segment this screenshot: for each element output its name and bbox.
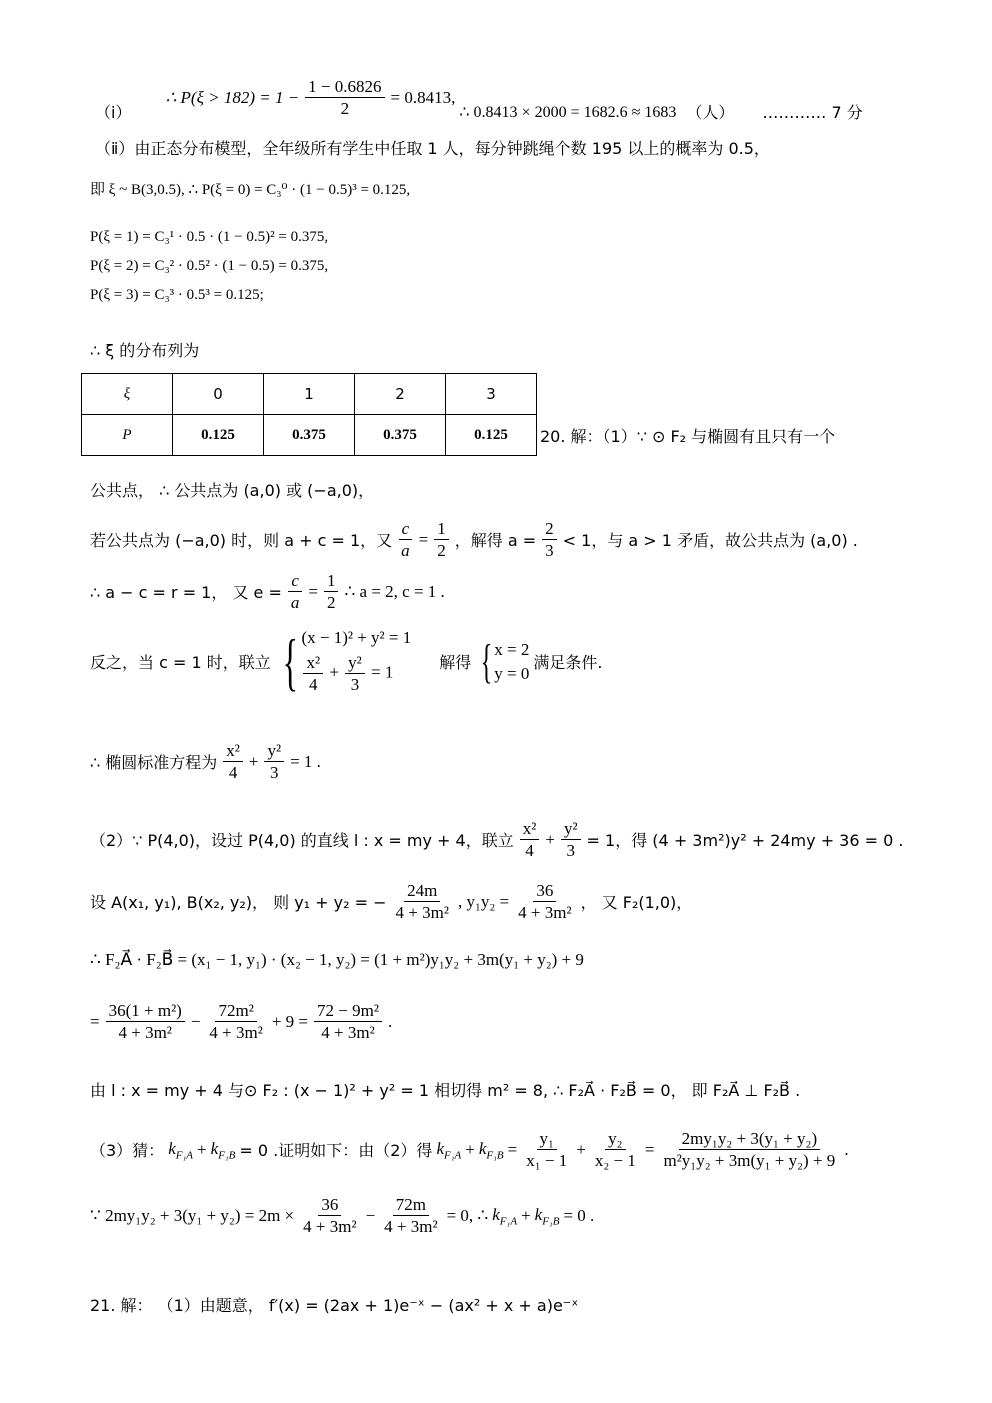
text: （2）∵ P(4,0)，设过 P(4,0) 的直线 l : x = my + 4，联立 xyxy=(90,831,514,851)
formula: = 0.8413, xyxy=(390,87,456,107)
fraction: $\frac{c}{a}$ xyxy=(288,570,303,614)
fraction: $\frac{1}{2}$ xyxy=(434,518,449,562)
text: ∴ 椭圆标准方程为 xyxy=(90,753,218,773)
converse-line xyxy=(90,625,603,697)
table-cell: 1 xyxy=(264,374,355,415)
table-row xyxy=(82,415,537,456)
q19-i-line xyxy=(95,72,863,123)
q21-line: 21. 解： （1）由题意， f′(x) = (2ax + 1)e⁻ˣ − (ax² + x + a)e⁻ˣ xyxy=(90,1296,579,1315)
text: 若公共点为 (−a,0) 时，则 a + c = 1，又 xyxy=(90,531,393,551)
common-point-line: 公共点， ∴ 公共点为 (a,0) 或 (−a,0)， xyxy=(90,481,375,500)
dot-product-line: ∴ F₂A⃗ · F₂B⃗ = (x₁ − 1, y₁) · (x₂ − 1, y₂) = (1 + m²)y₁y₂ + 3m(y₁ + y₂) + 9 xyxy=(90,950,584,969)
fraction: $\frac{1 - 0.6826}{2}$ xyxy=(305,76,384,120)
equation: (x − 1)² + y² = 1 xyxy=(301,628,412,647)
table-cell: 2 xyxy=(355,374,446,415)
fraction: $\frac{1}{2}$ xyxy=(324,570,339,614)
case-line xyxy=(90,518,858,562)
table-cell: 0.375 xyxy=(264,415,355,456)
distribution-table xyxy=(81,373,537,456)
dist-intro: ∴ ξ 的分布列为 xyxy=(90,341,200,360)
fraction: $\frac{c}{a}$ xyxy=(398,518,413,562)
label-i: （ⅰ） xyxy=(95,103,132,122)
tangent-line: 由 l : x = my + 4 与⊙ F₂ : (x − 1)² + y² = 1 相切得 m² = 8, ∴ F₂A⃗ · F₂B⃗ = 0， 即 F₂A⃗ ⊥ F₂B⃗ . xyxy=(90,1081,801,1100)
p2-line: P(ξ = 2) = C₃² · 0.5² · (1 − 0.5) = 0.375, xyxy=(90,258,329,274)
part2-line: （2）∵ P(4,0)，设过 P(4,0) 的直线 l : x = my + 4，联立 $\frac{\text{x²}}{4}$ + $\frac{\text{y²}}{3}$ = 1，得 (4 + 3m²)y² + 24my + 36 = 0 . xyxy=(90,819,904,861)
text: 满足条件. xyxy=(533,653,603,673)
text: < 1，与 a > 1 矛盾，故公共点为 (a,0) . xyxy=(562,531,858,551)
final-line: ∵ 2my₁y₂ + 3(y₁ + y₂) = 2m × $\frac{36}{\text{4 + 3m²}}$ − $\frac{72m}{\text{4 + 3m²}}$ = 0, ∴ $k_{F_1A}$ + $k_{F_1B}$ = 0 . xyxy=(90,1195,595,1237)
q20-start: 20. 解：（1）∵ ⊙ F₂ 与椭圆有且只有一个 xyxy=(540,427,836,446)
text: = xyxy=(308,581,318,601)
r-line xyxy=(90,570,445,614)
p3-line: P(ξ = 3) = C₃³ · 0.5³ = 0.125; xyxy=(90,287,264,303)
text: 设 A(x₁, y₁), B(x₂, y₂)， 则 y₁ + y₂ = − xyxy=(90,893,387,913)
q19-ii-text: （ⅱ）由正态分布模型，全年级所有学生中任取 1 人，每分钟跳绳个数 195 以上的概率为 0.5， xyxy=(95,139,770,158)
text: = 1，得 (4 + 3m²)y² + 24my + 36 = 0 . xyxy=(586,831,904,851)
table-cell: ξ xyxy=(82,374,173,415)
equation-system: { (x − 1)² + y² = 1 $\frac{\text{x²}}{4}$ + $\frac{\text{y²}}{3}$ = 1 xyxy=(282,625,412,697)
solution-system: { x = 2 y = 0 xyxy=(481,634,530,688)
table-cell: 3 xyxy=(446,374,537,415)
text: ，解得 a = xyxy=(454,531,537,551)
table-cell: 0 xyxy=(173,374,264,415)
table-cell: 0.375 xyxy=(355,415,446,456)
score: ………… 7 分 xyxy=(762,103,863,122)
formula: ∴ 0.8413 × 2000 = 1682.6 ≈ 1683 xyxy=(459,103,677,121)
p1-line: P(ξ = 1) = C₃¹ · 0.5 · (1 − 0.5)² = 0.375, xyxy=(90,229,329,245)
text: ∴ a = 2, c = 1 . xyxy=(344,581,445,601)
binomial-line: 即 ξ ~ B(3,0.5), ∴ P(ξ = 0) = C₃⁰ · (1 − 0.5)³ = 0.125, xyxy=(90,182,411,198)
table-cell: 0.125 xyxy=(446,415,537,456)
fraction: $\frac{2}{3}$ xyxy=(542,518,557,562)
unit: （人） xyxy=(686,103,735,122)
vieta-line: 设 A(x₁, y₁), B(x₂, y₂)， 则 y₁ + y₂ = − $\frac{24m}{\text{4 + 3m²}}$ , y₁y₂ = $\frac{36}{\text{4 + 3m²}}$ ， 又 F₂(1,0)， xyxy=(90,881,693,923)
formula: ∴ P(ξ > 182) = 1 − xyxy=(165,87,300,107)
table-cell: 0.125 xyxy=(173,415,264,456)
part3-line: （3）猜： $k_{F_1A}$ + $k_{F_1B}$ = 0 .证明如下：由（2）得 $k_{F_1A}$ + $k_{F_1B}$ = $\frac{\text{y₁}}{\text{x₁ − 1}}$ + $\frac{\text{y₂}}{\text{x₂ − 1}}$ = $\frac{\text{2my₁y₂ + 3(y₁ + y₂)}}{\text{m²y₁y₂ + 3m(y₁ + y₂) + 9}}$ . xyxy=(90,1129,849,1171)
text: ∴ a − c = r = 1， 又 e = xyxy=(90,583,282,603)
table-cell: P xyxy=(82,415,173,456)
ellipse-line: ∴ 椭圆标准方程为 $\frac{\text{x²}}{4}$ + $\frac{\text{y²}}{3}$ = 1 . xyxy=(90,741,321,783)
dot-simplify-line: = $\frac{\text{36(1 + m²)}}{\text{4 + 3m²}}$ − $\frac{\text{72m²}}{\text{4 + 3m²}}$ + 9 = $\frac{\text{72 − 9m²}}{\text{4 + 3m²}}$ . xyxy=(90,1001,393,1043)
text: 解得 xyxy=(439,653,472,673)
table-row xyxy=(82,374,537,415)
text: 反之，当 c = 1 时，联立 xyxy=(90,653,271,673)
equation: $\frac{\text{x²}}{4}$ + $\frac{\text{y²}}{3}$ = 1 xyxy=(301,652,411,696)
text: = xyxy=(418,529,429,549)
